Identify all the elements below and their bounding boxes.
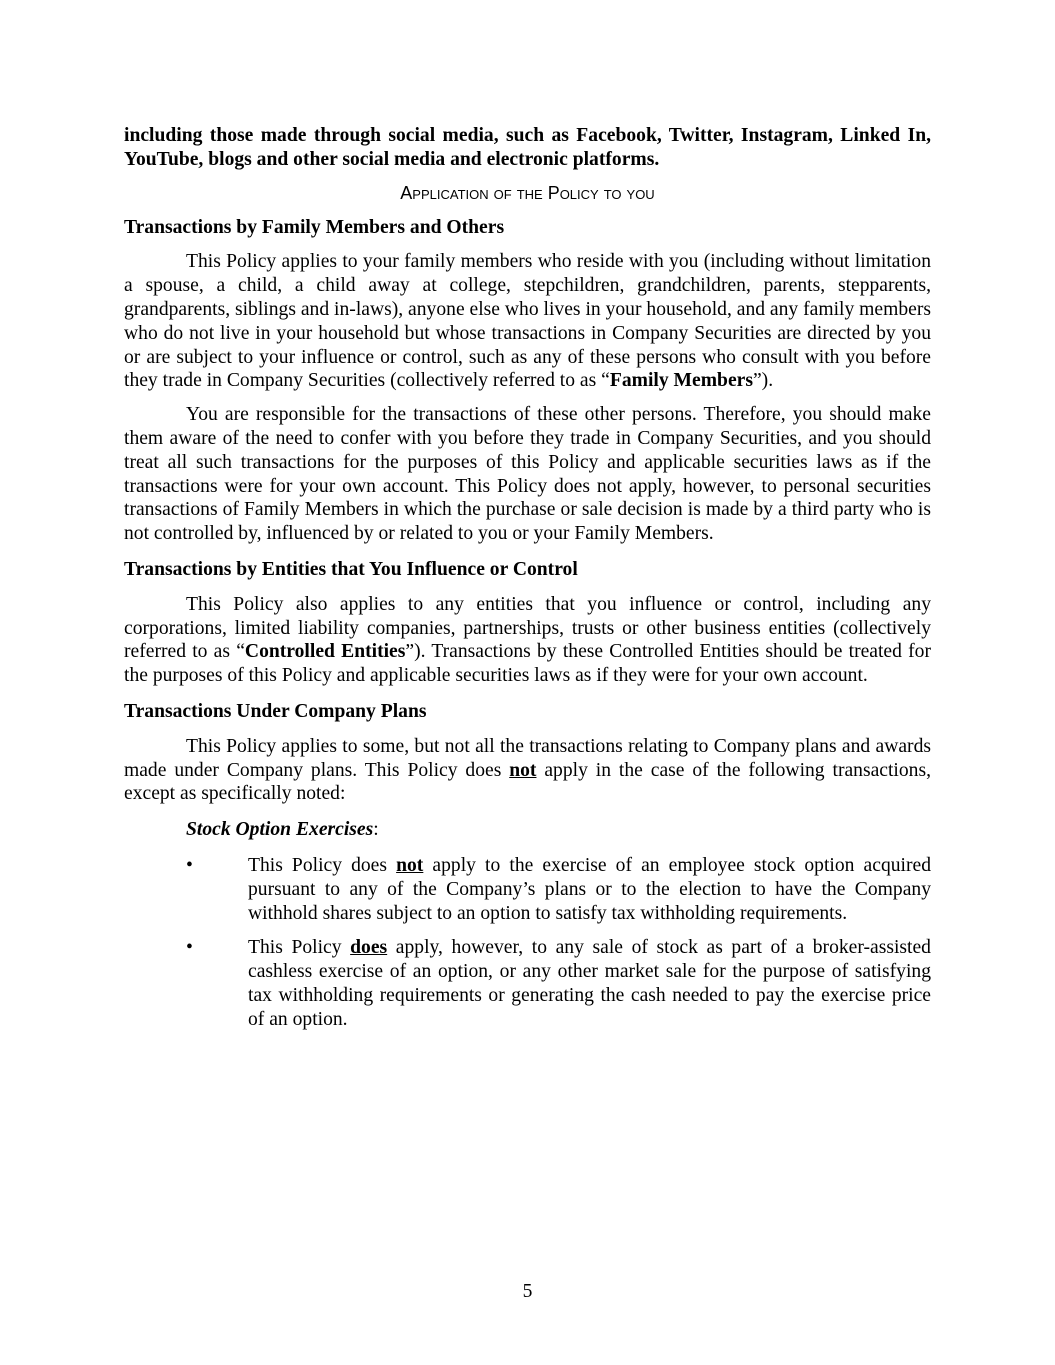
- bullet-1-text-b: apply to the exercise of an employee stock option acquired pursuant to any of the Company’s plans or to the election to have the Company withhold shares subject to an option to satisfy tax withholding requirements.: [248, 854, 932, 924]
- heading-controlled-entities: Transactions by Entities that You Influence or Control: [124, 558, 578, 580]
- bullet-1-emphasis: not: [396, 854, 424, 876]
- controlled-entities-term: Controlled Entities: [244, 641, 406, 663]
- bullet-item-2: [186, 936, 931, 1031]
- family-paragraph-2: You are responsible for the transactions of these other persons. Therefore, you should make them aware of the need to confer with you before they trade in Company Securities, and you should treat all such transactions for the purposes of this Policy and applicable securities laws as if the transactions were for your own account. This Policy does not apply, however, to personal securities transactions of Family Members in which the purchase or sale decision is made by a third party who is not controlled by, influenced by or related to you or your Family Members.: [124, 404, 931, 545]
- bullet-2-text-a: This Policy: [248, 937, 351, 959]
- stock-option-exercises-label: Stock Option Exercises: [186, 819, 374, 841]
- entities-p1-text-b: ”). Transactions by these Controlled Entities should be treated for the purposes of this Policy and applicable securities laws as if they were for your own account.: [124, 641, 931, 687]
- bullet-1-text-a: This Policy does: [248, 854, 397, 876]
- bullet-icon: •: [186, 937, 193, 959]
- plans-p1-text-b: apply in the case of the following transactions, except as specifically noted:: [124, 759, 931, 805]
- heading-company-plans: Transactions Under Company Plans: [124, 700, 427, 722]
- stock-option-exercises-heading: [186, 818, 931, 842]
- plans-not-emphasis: not: [509, 759, 537, 781]
- plans-p1-text-a: This Policy applies to some, but not all the transactions relating to Company plans and awards made under Company plans. This Policy does: [124, 735, 931, 781]
- page-number: 5: [522, 1281, 533, 1302]
- family-p1-text-b: ”).: [752, 370, 774, 392]
- document-page: [124, 124, 931, 1043]
- family-members-term: Family Members: [609, 370, 753, 392]
- stock-option-exercises-colon: :: [373, 819, 379, 841]
- family-paragraph-1: [124, 250, 931, 393]
- bullet-item-1: [186, 854, 932, 925]
- bullet-2-emphasis: does: [350, 937, 388, 959]
- entities-p1-text-a: This Policy also applies to any entities that you influence or control, including any corporations, limited liability companies, partnerships, trusts or other business entities (collectively referred to as “: [124, 593, 931, 663]
- bullet-icon: •: [186, 854, 193, 876]
- section-title: Application of the Policy to you: [400, 182, 655, 203]
- intro-paragraph: including those made through social media, such as Facebook, Twitter, Instagram, Linked In, YouTube, blogs and other social media and electronic platforms.: [124, 125, 931, 170]
- family-p1-text-a: This Policy applies to your family members who reside with you (including without limitation a spouse, a child, a child away at college, stepchildren, grandchildren, parents, stepparents, grandparents, siblings and in-laws), anyone else who lives in your household, and any family members who do not live in your household but whose transactions in Company Securities are directed by you or are subject to your influence or control, such as any of these persons who consult with you before they trade in Company Securities (collectively referred to as “: [124, 251, 931, 392]
- bullet-2-text-b: apply, however, to any sale of stock as part of a broker-assisted cashless exercise of an option, or any other market sale for the purpose of satisfying tax withholding requirements or generating the cash needed to pay the exercise price of an option.: [248, 937, 931, 1030]
- heading-family-members: Transactions by Family Members and Others: [124, 216, 505, 238]
- plans-paragraph-1: [124, 735, 931, 806]
- entities-paragraph-1: [124, 593, 931, 688]
